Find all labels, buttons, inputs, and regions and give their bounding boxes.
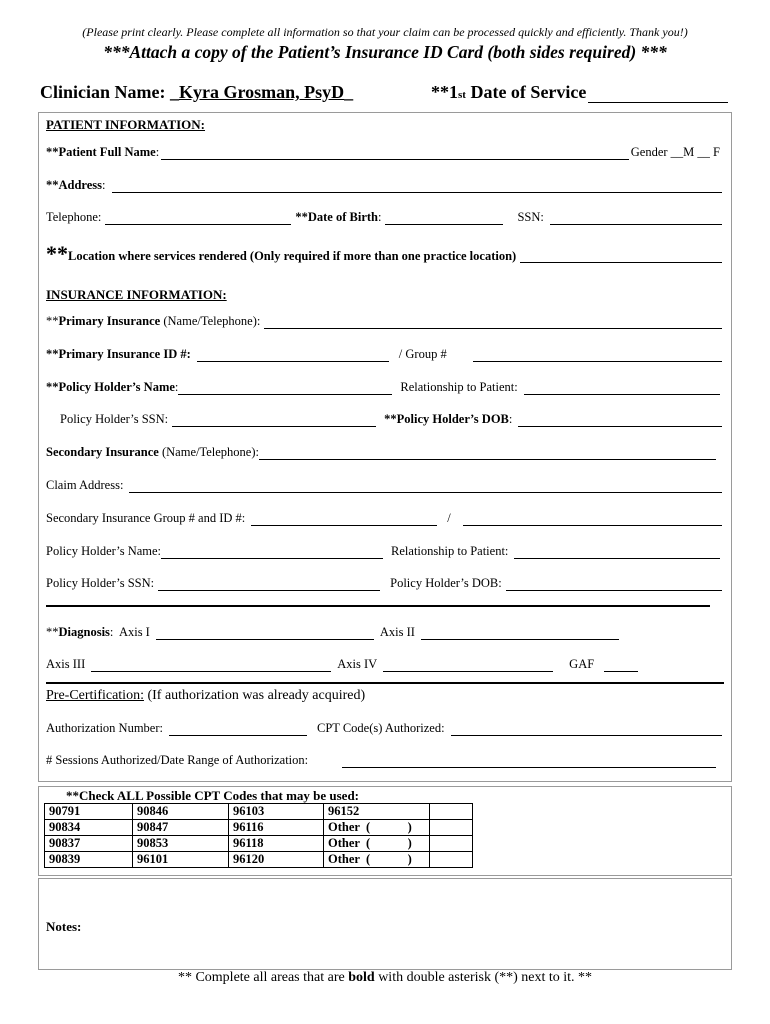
axis2-label: Axis II [379, 625, 415, 639]
precert-title-label: Pre-Certification: [46, 688, 144, 703]
notes-box[interactable] [38, 878, 732, 970]
cpt-authorized-label: CPT Code(s) Authorized: [317, 721, 445, 735]
primary-insurance-id-label: **Primary Insurance ID #: [46, 347, 191, 361]
cpt-other-cell[interactable]: Other ( ) [324, 820, 430, 836]
slash: / [447, 511, 451, 525]
sec-policy-holder-dob-field[interactable] [506, 580, 722, 591]
secondary-group-field[interactable] [251, 514, 437, 526]
claim-address-field[interactable] [129, 482, 722, 493]
date-of-birth-field[interactable] [385, 213, 503, 225]
sessions-row [46, 753, 718, 768]
footer-suffix: with double asterisk (**) next to it. ** [374, 970, 593, 985]
location-label: Location where services rendered (Only required if more than one practice location) [68, 249, 517, 263]
footer-note [0, 970, 770, 986]
attach-notice: ***Attach a copy of the Patient’s Insurance ID Card (both sides required) *** [103, 42, 667, 62]
location-field[interactable] [520, 252, 722, 263]
cpt-code-cell[interactable]: 96103 [229, 804, 324, 820]
colon: : [508, 412, 513, 426]
colon: : [155, 145, 160, 159]
sec-policy-holder-name-field[interactable] [161, 547, 383, 559]
policy-holder-ssn-field[interactable] [172, 415, 376, 427]
cpt-row [45, 836, 473, 852]
relationship-label: Relationship to Patient: [400, 380, 518, 394]
insurance-section-title: INSURANCE INFORMATION: [46, 287, 227, 302]
auth-number-label: Authorization Number: [46, 721, 163, 735]
cpt-empty-cell[interactable] [430, 852, 473, 868]
group-field[interactable] [473, 351, 722, 362]
axis3-field[interactable] [91, 660, 331, 672]
first-dos-prefix: **1 [431, 82, 458, 102]
cpt-row [45, 820, 473, 836]
section-divider [46, 605, 710, 607]
primary-stars: ** [46, 314, 59, 328]
axis1-field[interactable] [156, 628, 374, 640]
sec-policy-holder-name-label: Policy Holder’s Name: [46, 544, 162, 558]
claim-address-row [46, 478, 724, 493]
policy-holder-name-field[interactable] [178, 383, 392, 395]
cpt-other-cell[interactable]: Other ( ) [324, 852, 430, 868]
clinician-tail: _ [344, 82, 354, 102]
secondary-group-label: Secondary Insurance Group # and ID #: [46, 511, 246, 525]
colon: : [174, 380, 179, 394]
group-label: / Group # [398, 347, 447, 361]
precert-title [46, 688, 365, 704]
secondary-insurance-label: Secondary Insurance [46, 445, 159, 459]
cpt-empty-cell[interactable] [430, 820, 473, 836]
cpt-code-cell[interactable]: 90839 [45, 852, 133, 868]
sec-policy-holder-ssn-field[interactable] [158, 579, 380, 591]
precert-divider [46, 682, 724, 684]
sec-relationship-label: Relationship to Patient: [391, 544, 509, 558]
primary-insurance-label: Primary Insurance [58, 314, 161, 328]
footer-prefix: ** Complete all areas that are [177, 970, 349, 985]
instructions-text: (Please print clearly. Please complete all information so that your claim can be processed quickly and efficiently. Thank you!) [82, 25, 688, 39]
primary-insurance-row [46, 314, 724, 329]
sec-policy-holder-name-row [46, 544, 724, 559]
colon: : [102, 178, 106, 192]
gaf-label: GAF [569, 657, 595, 671]
cpt-code-cell[interactable]: 90834 [45, 820, 133, 836]
telephone-label: Telephone: [46, 210, 102, 224]
diagnosis-row-2 [46, 657, 724, 672]
notes-label: Notes: [46, 919, 82, 934]
ssn-field[interactable] [550, 214, 722, 225]
cpt-other-cell[interactable]: Other ( ) [324, 836, 430, 852]
cpt-code-cell[interactable]: 96118 [229, 836, 324, 852]
axis4-field[interactable] [383, 660, 553, 672]
sessions-label: # Sessions Authorized/Date Range of Authorization: [46, 753, 309, 767]
cpt-code-cell[interactable]: 90846 [133, 804, 229, 820]
clinician-label: Clinician Name: _ [40, 82, 179, 102]
axis2-field[interactable] [421, 628, 619, 640]
sec-policy-holder-ssn-label: Policy Holder’s SSN: [46, 576, 155, 590]
date-of-birth-label: **Date of Birth [295, 210, 378, 224]
cpt-authorized-field[interactable] [451, 725, 722, 736]
policy-holder-name-label: **Policy Holder’s Name [46, 380, 175, 394]
cpt-code-cell[interactable]: 90837 [45, 836, 133, 852]
gaf-field[interactable] [604, 660, 638, 672]
primary-id-row [46, 347, 724, 362]
telephone-field[interactable] [105, 213, 291, 225]
gender-label[interactable]: Gender __M __ F [630, 145, 720, 159]
first-dos-suffix: Date of Service [465, 82, 587, 102]
clinician-name [40, 82, 353, 103]
location-stars: ** [46, 241, 68, 266]
cpt-code-cell[interactable]: 96101 [133, 852, 229, 868]
address-label: **Address [46, 178, 103, 192]
secondary-insurance-suffix: (Name/Telephone): [158, 445, 259, 459]
sessions-field[interactable] [342, 757, 716, 768]
precert-title-suffix: (If authorization was already acquired) [143, 688, 366, 703]
cpt-code-cell[interactable]: 96116 [229, 820, 324, 836]
cpt-title: **Check ALL Possible CPT Codes that may be used: [66, 788, 360, 803]
axis1-label: : Axis I [109, 625, 150, 639]
patient-name-row [46, 145, 724, 160]
cpt-code-cell[interactable]: 96120 [229, 852, 324, 868]
secondary-insurance-field[interactable] [259, 449, 716, 460]
sec-policy-holder-dob-label: Policy Holder’s DOB: [390, 576, 502, 590]
policy-holder-name-row [46, 380, 724, 395]
telephone-row [46, 210, 724, 225]
cpt-code-cell[interactable]: 90853 [133, 836, 229, 852]
footer-bold-word: bold [348, 970, 375, 985]
patient-full-name-label: **Patient Full Name [46, 145, 156, 159]
secondary-group-row [46, 511, 724, 526]
clinician-value: Kyra Grosman, PsyD [179, 82, 345, 102]
patient-section-title: PATIENT INFORMATION: [46, 117, 206, 132]
ssn-label: SSN: [517, 210, 544, 224]
policy-holder-dob-label: **Policy Holder’s DOB [384, 412, 509, 426]
sec-policy-holder-ssn-row [46, 576, 724, 591]
primary-insurance-suffix: (Name/Telephone): [160, 314, 261, 328]
first-dos-field[interactable] [588, 91, 728, 103]
sec-relationship-field[interactable] [514, 548, 720, 559]
location-row [46, 241, 724, 266]
policy-holder-ssn-row [60, 412, 724, 427]
policy-holder-dob-field[interactable] [518, 416, 722, 427]
colon: : [377, 210, 382, 224]
policy-holder-ssn-label: Policy Holder’s SSN: [60, 412, 169, 426]
address-row [46, 178, 724, 193]
cpt-row [45, 852, 473, 868]
cpt-code-cell[interactable]: 90791 [45, 804, 133, 820]
cpt-code-cell[interactable]: 90847 [133, 820, 229, 836]
cpt-empty-cell[interactable] [430, 836, 473, 852]
cpt-table [44, 803, 473, 868]
address-field[interactable] [112, 182, 722, 193]
claim-address-label: Claim Address: [46, 478, 124, 492]
auth-number-row [46, 721, 724, 736]
axis3-label: Axis III [46, 657, 86, 671]
primary-insurance-field[interactable] [264, 318, 722, 329]
auth-number-field[interactable] [169, 724, 307, 736]
secondary-insurance-row [46, 445, 718, 460]
diagnosis-row-1 [46, 625, 724, 640]
diagnosis-label: Diagnosis [58, 625, 110, 639]
first-dos-sup: st [458, 89, 466, 101]
cpt-code-cell[interactable]: 96152 [324, 804, 430, 820]
relationship-field[interactable] [524, 384, 720, 395]
primary-insurance-id-field[interactable] [197, 350, 389, 362]
secondary-id-field[interactable] [463, 515, 722, 526]
cpt-row [45, 804, 473, 820]
axis4-label: Axis IV [337, 657, 378, 671]
cpt-table-wrapper [44, 803, 473, 868]
diagnosis-stars: ** [46, 625, 59, 639]
first-date-of-service [431, 82, 728, 103]
cpt-empty-cell[interactable] [430, 804, 473, 820]
patient-full-name-field[interactable] [161, 149, 629, 160]
